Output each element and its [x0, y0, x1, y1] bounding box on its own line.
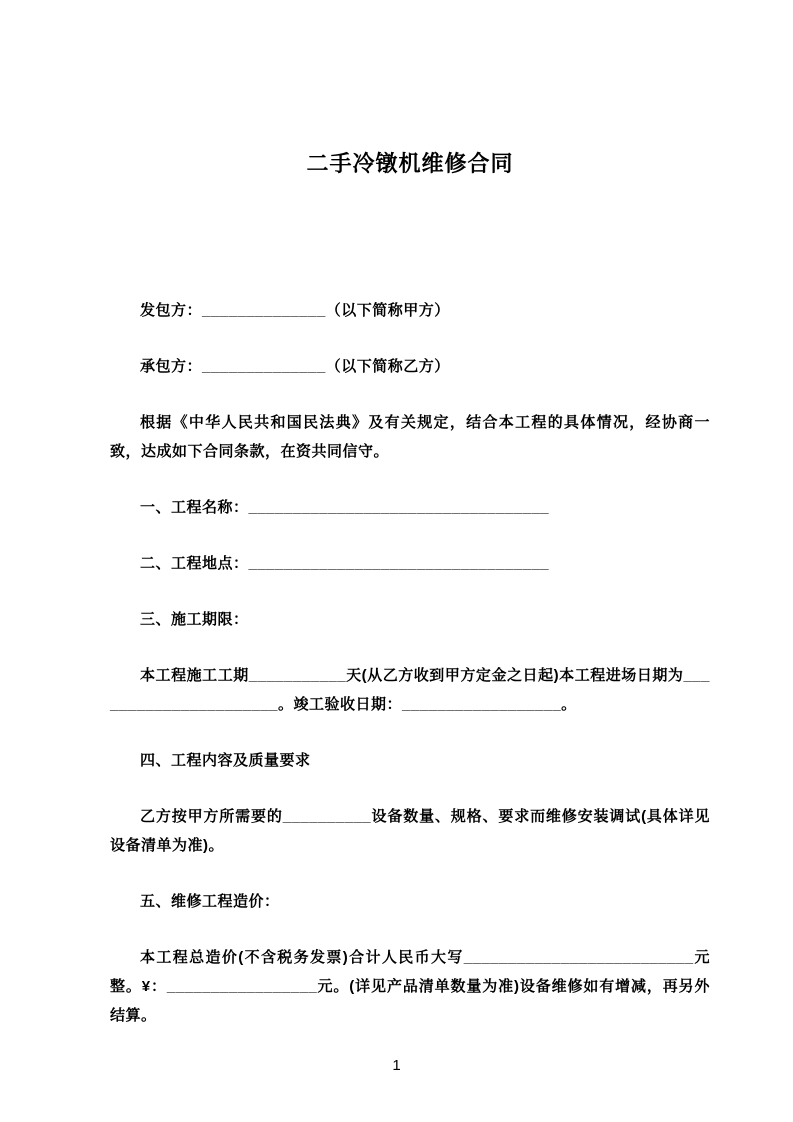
- document-title: 二手冷镦机维修合同: [306, 151, 514, 176]
- paragraph-clause-2-project-location: 二、工程地点：__________________________________: [140, 555, 550, 572]
- paragraph-party-b: 承包方：______________（以下简称乙方）: [140, 358, 450, 375]
- paragraph-party-a: 发包方：______________（以下简称甲方）: [140, 302, 450, 319]
- paragraph-clause-3-detail: 本工程施工工期___________天(从乙方收到甲方定金之日起)本工程进场日期为______________________。竣工验收日期：__________________。: [110, 667, 710, 713]
- page-number: 1: [392, 1057, 401, 1074]
- paragraph-clause-4-detail: 乙方按甲方所需要的__________设备数量、规格、要求而维修安装调试(具体详见设备清单为准)。: [110, 808, 710, 854]
- paragraph-clause-1-project-name: 一、工程名称：__________________________________: [140, 499, 550, 516]
- paragraph-preamble: 根据《中华人民共和国民法典》及有关规定，结合本工程的具体情况，经协商一致，达成如下合同条款，在资共同信守。: [110, 414, 710, 460]
- paragraph-clause-5-detail: 本工程总造价(不含税务发票)合计人民币大写__________________________元整。¥：_________________元。(详见产品清单数量为准)设备维修如有增减，再另外结算。: [110, 949, 710, 1024]
- paragraph-clause-4-heading: 四、工程内容及质量要求: [140, 752, 311, 769]
- paragraph-clause-3-heading: 三、施工期限：: [140, 611, 249, 628]
- paragraph-clause-5-heading: 五、维修工程造价：: [140, 893, 280, 910]
